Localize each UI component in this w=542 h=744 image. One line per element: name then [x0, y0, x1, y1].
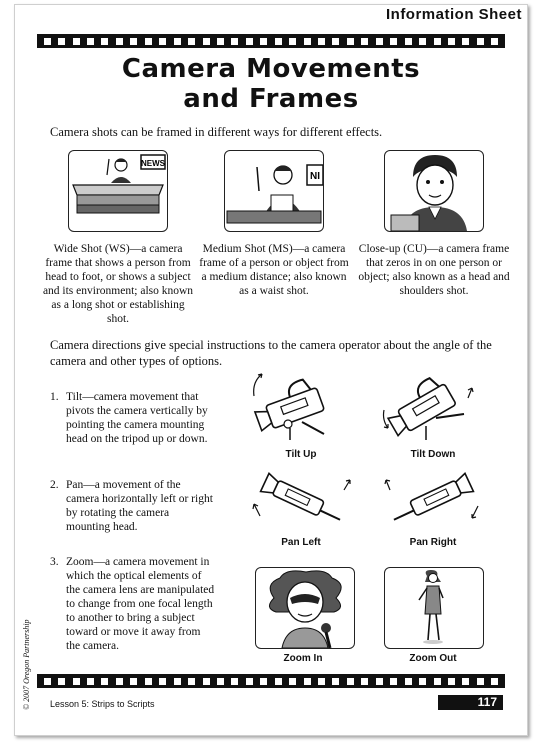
copyright-note: © 2007 Oregon Partnership [22, 619, 31, 710]
ni-sign: NI [310, 171, 320, 182]
close-up-illustration [384, 150, 484, 232]
pan-left-label: Pan Left [281, 537, 321, 548]
zoom-out-illustration [384, 567, 484, 649]
wide-shot-illustration [68, 150, 168, 232]
film-strip-top [37, 34, 505, 48]
direction-text: Tilt—camera movement that pivots the camera vertically by pointing the camera mounting head on the tripod up or down. [66, 391, 208, 445]
news-sign: NEWS [141, 159, 165, 168]
wide-shot-caption: Wide Shot (WS)—a camera frame that shows a person from head to foot, or shows a subject and its environment; also known as a long shot or establishing shot. [42, 243, 194, 325]
medium-shot-illustration [224, 150, 324, 232]
lesson-footer: Lesson 5: Strips to Scripts [50, 699, 155, 709]
zoom-in-label: Zoom In [283, 653, 323, 664]
zoom-in-illustration [255, 567, 355, 649]
direction-number: 3. [50, 556, 59, 568]
pan-left-camera-icon [252, 472, 352, 532]
intro-text: Camera shots can be framed in different ways for different effects. [50, 125, 383, 139]
directions-intro-text: Camera directions give special instructions to the camera operator about the angle of the camera and other types of options. [50, 338, 492, 368]
page-title-line1: Camera Movements [121, 54, 421, 84]
header-label: Information Sheet [385, 6, 522, 23]
film-strip-bottom [37, 674, 505, 688]
tilt-down-label: Tilt Down [410, 449, 456, 460]
pan-right-label: Pan Right [409, 537, 457, 548]
direction-text: Pan—a movement of the camera horizontally left or right by rotating the camera mounting head. [66, 479, 213, 533]
direction-number: 2. [50, 479, 59, 491]
close-up-caption: Close-up (CU)—a camera frame that zeros in on one person or object; also known as a head and shoulders shot. [358, 243, 510, 297]
direction-number: 1. [50, 391, 59, 403]
tilt-down-camera-icon [378, 368, 478, 443]
zoom-out-label: Zoom Out [409, 653, 457, 664]
tilt-up-camera-icon [250, 368, 340, 443]
tilt-up-label: Tilt Up [285, 449, 317, 460]
pan-right-camera-icon [382, 472, 482, 532]
page-number: 117 [438, 695, 503, 710]
medium-shot-caption: Medium Shot (MS)—a camera frame of a person or object from a medium distance; also known as a waist shot. [199, 243, 349, 297]
page-title-line2: and Frames [183, 84, 359, 114]
direction-text: Zoom—a camera movement in which the optical elements of the camera lens are manipulated to change from one focal length to another to bring a subject toward or move it away from the camera. [66, 556, 215, 652]
